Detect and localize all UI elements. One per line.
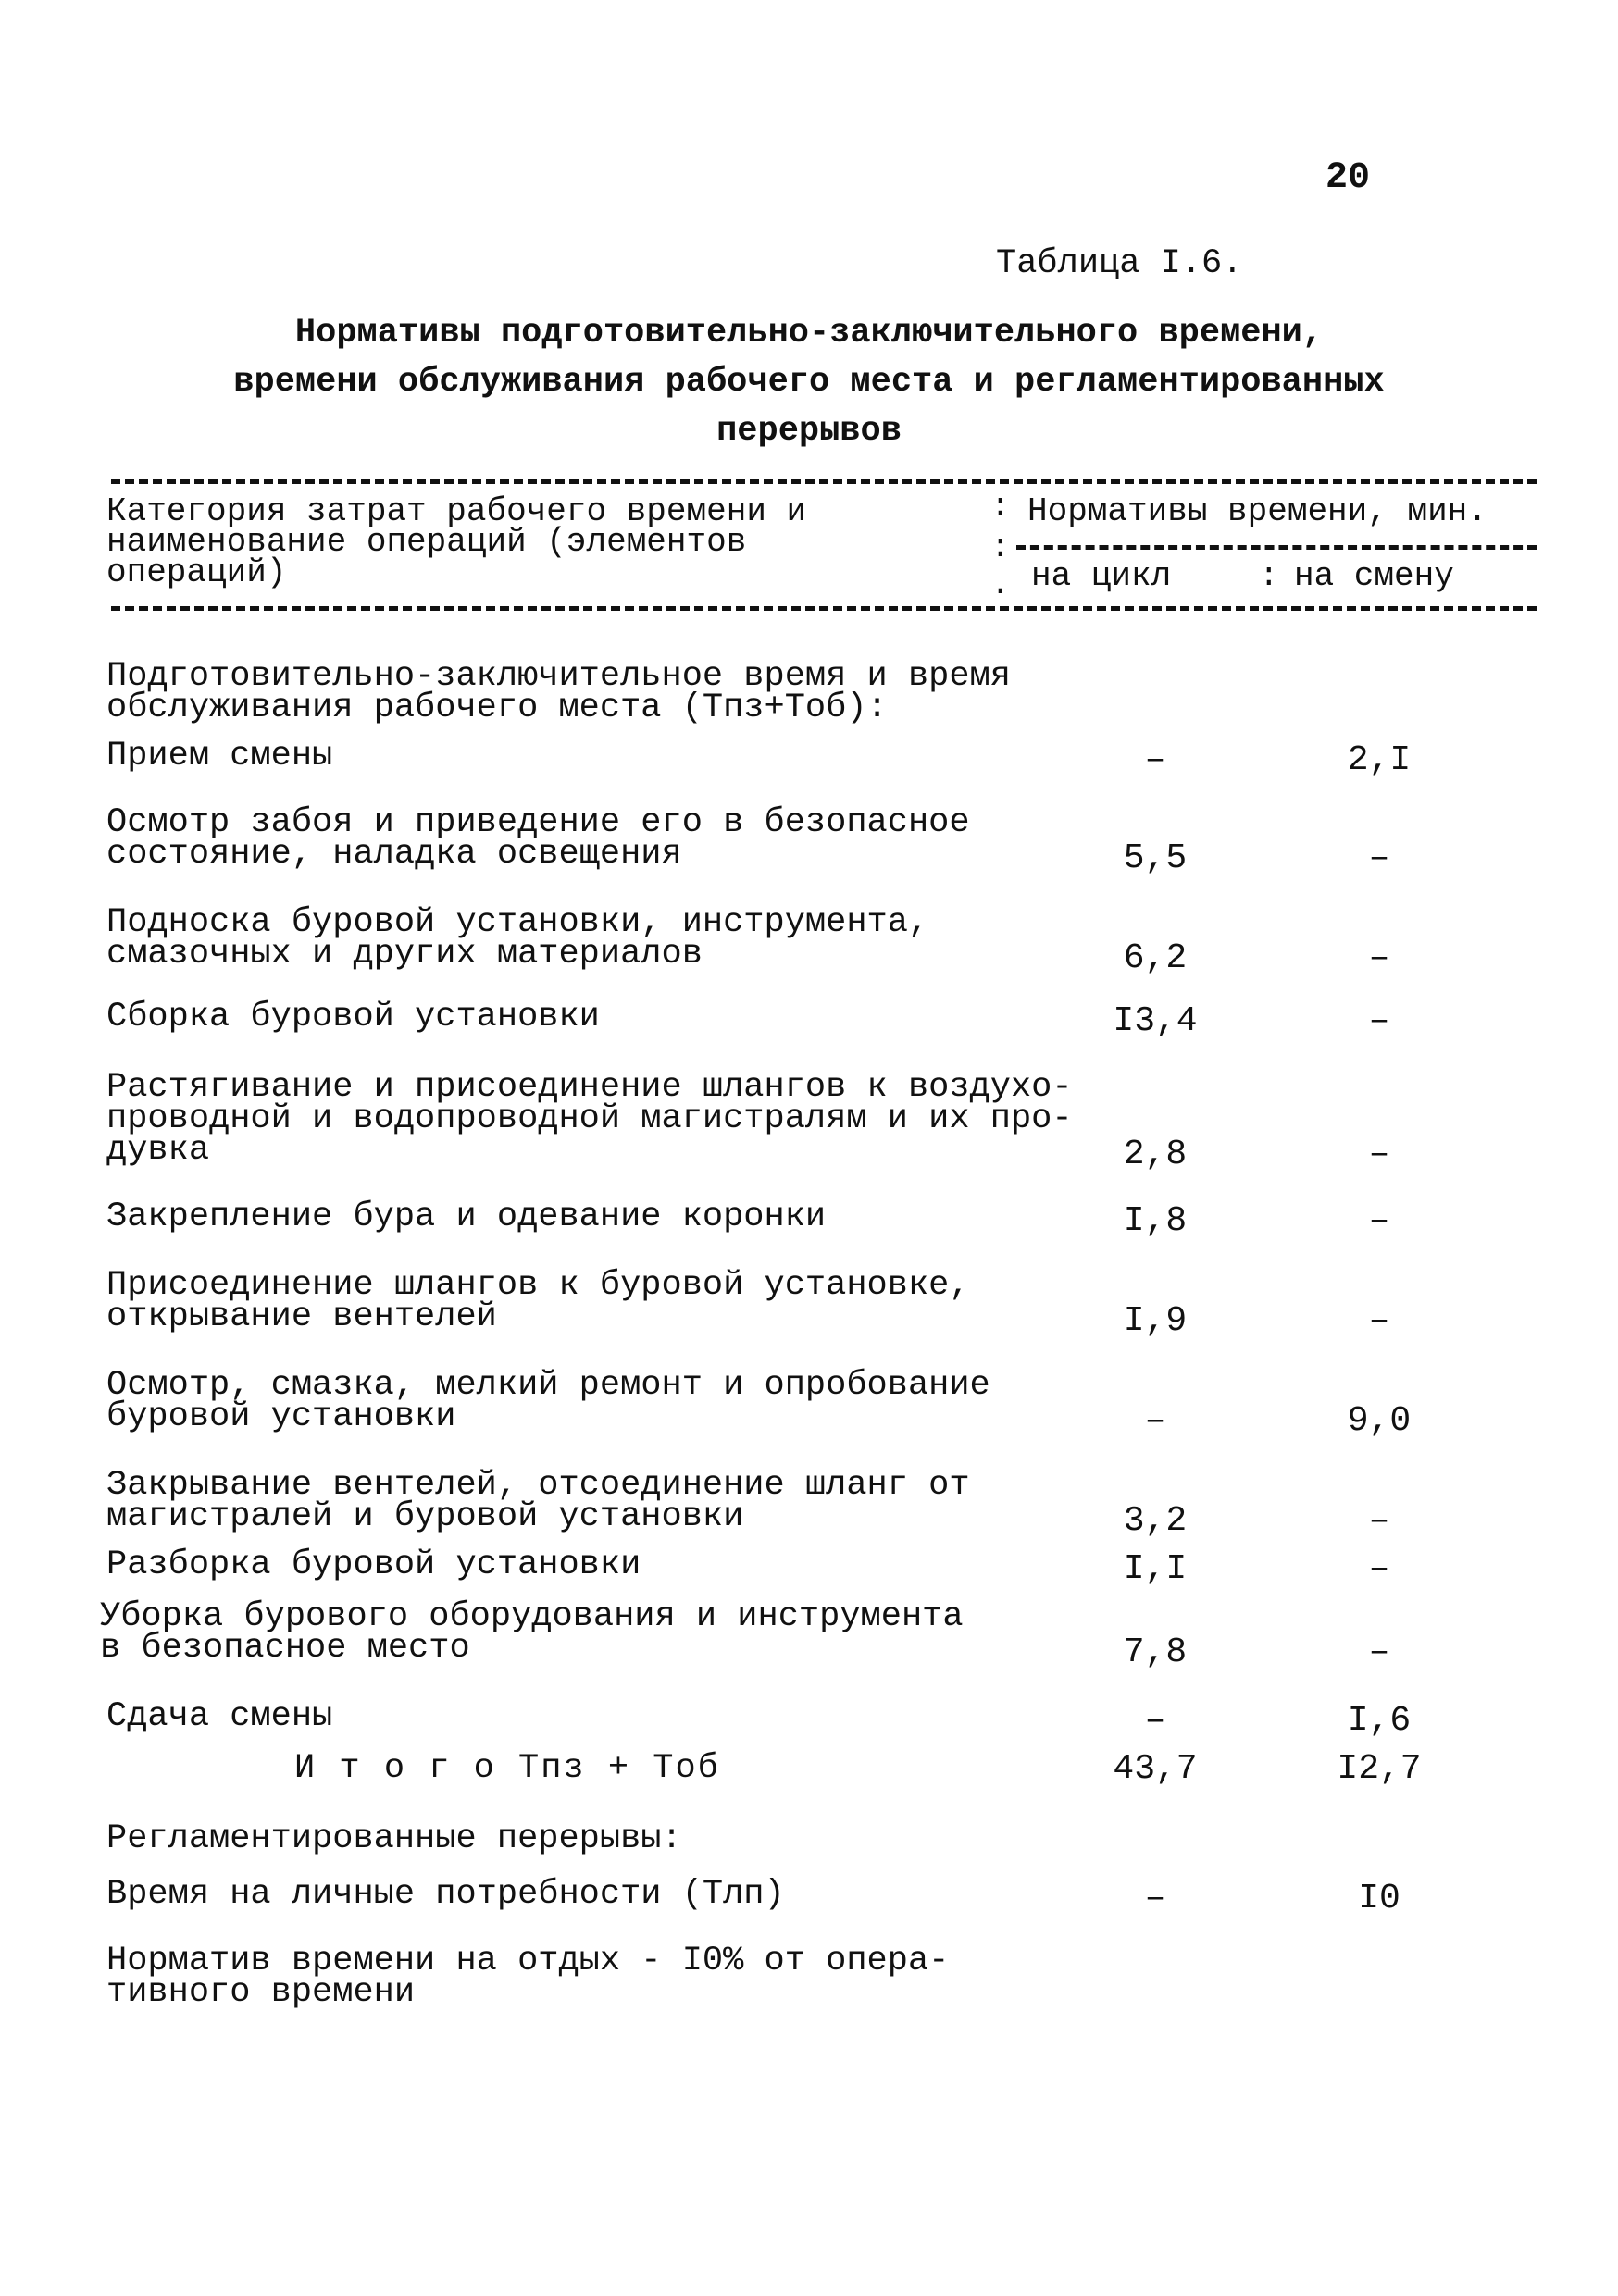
header-norms: Нормативы времени, мин. [1027,492,1487,530]
row-value-shift: I0 [1358,1879,1400,1918]
table-title-line-2: времени обслуживания рабочего места и регламентированных [233,363,1385,402]
row-value-cycle: 7,8 [1123,1632,1188,1672]
header-column-separator: : [990,488,1011,526]
row-value-shift: – [1368,838,1390,878]
page-number: 20 [1326,157,1371,199]
section-heading: Подготовительно-заключительное время и время обслуживания рабочего места (Тпз+Тоб): [106,657,1011,727]
row-label: Сборка буровой установки [106,998,600,1036]
header-top-rule [111,479,1537,484]
row-label: Закрепление бура и одевание коронки [106,1198,827,1236]
header-per-shift: на смену [1294,557,1454,595]
row-label: Время на личные потребности (Тлп) [106,1875,785,1914]
header-column-separator: : [1259,557,1279,595]
total-value-cycle: 43,7 [1113,1749,1198,1789]
row-value-shift: 2,I [1347,740,1412,780]
header-column-separator: : [990,528,1011,566]
total-value-shift: I2,7 [1337,1749,1422,1789]
row-value-shift: – [1368,1549,1390,1589]
row-value-cycle: I3,4 [1113,1001,1198,1041]
row-value-shift: – [1368,1632,1390,1672]
row-value-cycle: I,9 [1123,1301,1188,1341]
row-label: Растягивание и присоединение шлангов к воздухо- проводной и водопроводной магистралям и их про- дувка [106,1068,1073,1170]
row-value-shift: – [1368,1501,1390,1541]
table-title-line-3: перерывов [716,412,902,451]
row-value-shift: – [1368,938,1390,978]
row-value-cycle: – [1144,1879,1166,1918]
row-value-cycle: 6,2 [1123,938,1188,978]
row-value-cycle: I,I [1123,1549,1188,1589]
row-label: Осмотр, смазка, мелкий ремонт и опробование буровой установки [106,1366,990,1436]
row-value-cycle: I,8 [1123,1201,1188,1241]
row-label: Уборка бурового оборудования и инструмента в безопасное место [100,1597,964,1668]
header-column-separator: . [990,565,1011,603]
row-label: Разборка буровой установки [106,1545,641,1584]
row-value-shift: – [1368,1001,1390,1041]
row-value-shift: – [1368,1301,1390,1341]
header-category-line-2: наименование операций (элементов [106,523,747,561]
row-value-cycle: – [1144,740,1166,780]
row-value-shift: I,6 [1347,1701,1412,1741]
header-sub-rule [1016,545,1537,550]
row-value-cycle: 2,8 [1123,1135,1188,1174]
row-label: Осмотр забоя и приведение его в безопасное состояние, наладка освещения [106,803,970,874]
table-label: Таблица I.6. [996,244,1243,283]
row-value-shift: – [1368,1135,1390,1174]
header-category-line-1: Категория затрат рабочего времени и [106,492,807,530]
header-per-cycle: на цикл [1031,557,1172,595]
footnote: Норматив времени на отдых - I0% от опера- тивного времени [106,1942,950,2012]
total-label: И т о г о Тпз + Тоб [294,1749,720,1788]
row-value-cycle: 3,2 [1123,1501,1188,1541]
row-value-cycle: – [1144,1401,1166,1441]
row-value-cycle: 5,5 [1123,838,1188,878]
row-label: Подноска буровой установки, инструмента, смазочных и других материалов [106,903,929,974]
header-category-line-3: операций) [106,553,287,591]
row-label: Сдача смены [106,1697,333,1736]
table-title-line-1: Нормативы подготовительно-заключительного времени, [294,314,1324,353]
header-bottom-rule [111,606,1537,611]
row-label: Присоединение шлангов к буровой установке, открывание вентелей [106,1266,970,1336]
row-label: Закрывание вентелей, отсоединение шланг от магистралей и буровой установки [106,1466,970,1536]
row-value-shift: 9,0 [1347,1401,1412,1441]
row-value-shift: – [1368,1201,1390,1241]
row-label: Прием смены [106,737,333,776]
row-value-cycle: – [1144,1701,1166,1741]
section-heading: Регламентированные перерывы: [106,1819,682,1858]
